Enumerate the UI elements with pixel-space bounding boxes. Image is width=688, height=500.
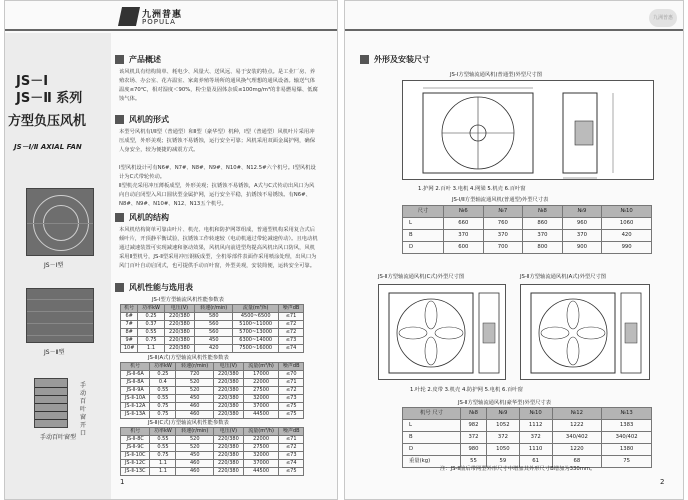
table-cell: 460: [176, 403, 214, 411]
table-cell: 1380: [602, 444, 652, 456]
table-cell: 4500~6500: [233, 313, 279, 321]
table-cell: 重量(kg): [403, 456, 461, 468]
table-row: [121, 460, 304, 468]
table-cell: 220/380: [164, 337, 194, 345]
dim-table-deluxe: [402, 407, 652, 468]
table-cell: 520: [176, 444, 214, 452]
table-cell: 0.4: [150, 379, 176, 387]
dimension-note: 注：JS-Ⅱ前后带网型外形尺寸中增加其外形尺寸B增加为330mm。: [440, 466, 596, 472]
table-cell: 370: [523, 230, 563, 242]
table-row: [121, 371, 304, 379]
table-cell: 660: [444, 218, 484, 230]
table-header-cell: 机号 尺寸: [403, 408, 461, 420]
table-cell: 220/380: [214, 460, 244, 468]
table-row: [403, 444, 652, 456]
table-cell: 1.1: [138, 345, 165, 353]
table-cell: 27500: [243, 444, 279, 452]
table-cell: 220/380: [164, 345, 194, 353]
table-cell: 44500: [243, 411, 279, 419]
perf-table3-caption: JS-Ⅱ(C式)方型轴流风机性能参数表: [148, 420, 229, 426]
page-number-left: 1: [120, 478, 125, 486]
perf-table2-caption: JS-Ⅱ(A式)方型轴流风机性能参数表: [148, 355, 229, 361]
table-cell: 0.25: [138, 313, 165, 321]
table-cell: D: [403, 444, 461, 456]
table-cell: 1220: [552, 444, 602, 456]
table-cell: 460: [176, 468, 214, 476]
table-row: [121, 436, 304, 444]
forms-text-2: Ⅰ型风机设计可有N6#、N7#、N8#、N9#、N10#、N12.5#六个机号。Ⅰ型风机设计为C式带轮传动。: [119, 165, 316, 180]
table-cell: ≤75: [279, 411, 304, 419]
product-title-line3: 方型负压风机: [8, 114, 87, 129]
table-cell: ≤71: [279, 436, 304, 444]
table-cell: 61: [519, 456, 552, 468]
drawing2b-caption: JS-Ⅱ方型轴流通风机(A式)外型尺寸图: [520, 274, 607, 280]
table-cell: 10#: [121, 345, 138, 353]
perf-table-js2a: [120, 362, 304, 419]
table-cell: 37000: [243, 403, 279, 411]
table-cell: 370: [483, 230, 523, 242]
table-row: [121, 345, 304, 353]
section-overview-title: 产品概述: [115, 54, 161, 65]
drawing1-legend: 1.护网 2.百叶 3.电机 4.网梁 5.机壳 6.百叶窗: [418, 186, 526, 192]
table-cell: 700: [483, 242, 523, 254]
th-model: 机号: [121, 305, 138, 313]
table-cell: 600: [444, 242, 484, 254]
table-cell: 450: [176, 452, 214, 460]
table-cell: 0.37: [138, 321, 165, 329]
table-cell: 980: [460, 444, 486, 456]
table-cell: ≤74: [279, 460, 304, 468]
table-cell: ≤75: [279, 403, 304, 411]
table-cell: 0.25: [150, 371, 176, 379]
table-row: [121, 468, 304, 476]
table-cell: 7#: [121, 321, 138, 329]
drawing1-caption: JS-Ⅰ方型轴流通风机(普通型)外型尺寸图: [450, 72, 542, 78]
drawing-js2a-dimensions: [520, 284, 650, 380]
table-header-cell: 电压(V): [213, 363, 243, 371]
table-cell: JS-Ⅱ-13A: [121, 411, 150, 419]
table-cell: ≤71: [279, 379, 304, 387]
table-header-cell: №12: [552, 408, 602, 420]
table-cell: 68: [552, 456, 602, 468]
th-flow: 流量(m³/h): [233, 305, 279, 313]
brand-name-cn: 九洲普惠: [142, 10, 183, 20]
table-cell: 420: [602, 230, 652, 242]
table-cell: 220/380: [164, 321, 194, 329]
page-number-right: 2: [660, 478, 665, 486]
table-cell: 720: [176, 371, 214, 379]
table-cell: 6300~14000: [233, 337, 279, 345]
table-cell: 0.55: [150, 395, 176, 403]
table-cell: 1050: [487, 444, 520, 456]
section-perf-title: 风机性能与选用表: [115, 282, 193, 293]
table-header-cell: 功率kW: [150, 428, 176, 436]
table-row: [121, 313, 304, 321]
photo-caption-js2: JS－Ⅱ型: [44, 349, 65, 356]
perf-table-js2c: [120, 427, 304, 476]
dim-table-standard: [402, 205, 652, 254]
table-cell: 990: [602, 242, 652, 254]
table-cell: 220/380: [214, 452, 244, 460]
section-structure-title: 风机的结构: [115, 212, 169, 223]
drawing-js1-svg: [403, 81, 654, 180]
table-cell: 44500: [243, 468, 279, 476]
table-row: [403, 218, 652, 230]
table-cell: B: [403, 230, 444, 242]
table-header-cell: №8: [460, 408, 486, 420]
table-cell: 220/380: [164, 313, 194, 321]
overview-text: 该风机具有结构简单、耗电少、风量大、送风远、易于安装的特点。是工业厂房、养殖农场、办公室、花卉温室、家禽养殖等场所的通风换气理想的通风设备。输送气体温度≤70℃，相对湿度＜90%，粉尘量及固体杂质≤100mg/m³的非易燃易爆、低腐蚀气体。: [119, 69, 318, 102]
table-header-cell: №10: [519, 408, 552, 420]
table-cell: ≤73: [279, 337, 304, 345]
table-cell: 0.55: [138, 329, 165, 337]
page-header-right: [345, 1, 683, 31]
table-cell: ≤70: [279, 371, 304, 379]
table-cell: 220/380: [214, 436, 244, 444]
drawing2a-caption: JS-Ⅱ方型轴流通风机(C式)外型尺寸图: [378, 274, 465, 280]
table-cell: JS-Ⅱ-13C: [121, 468, 150, 476]
table-row: [403, 230, 652, 242]
table-cell: 372: [487, 432, 520, 444]
table-cell: 1110: [519, 444, 552, 456]
table-cell: JS-Ⅱ-8C: [121, 436, 150, 444]
product-title-line2: JS－Ⅱ 系列: [16, 91, 83, 106]
table-cell: 0.75: [150, 452, 176, 460]
product-title-line1: JS－Ⅰ: [16, 74, 49, 89]
th-noise: 噪声dB: [279, 305, 304, 313]
table-cell: 900: [562, 242, 602, 254]
table-cell: ≤71: [279, 313, 304, 321]
table-header-cell: 转速(r/min): [176, 428, 214, 436]
table-row: [121, 387, 304, 395]
product-title-en: JS－Ⅰ/Ⅱ AXIAL FAN: [14, 143, 82, 151]
table-cell: 450: [195, 337, 233, 345]
table-cell: 460: [176, 460, 214, 468]
table-cell: 420: [195, 345, 233, 353]
table-header-cell: №13: [602, 408, 652, 420]
table-cell: 520: [176, 379, 214, 387]
table-cell: 1112: [519, 420, 552, 432]
table-row: [403, 432, 652, 444]
drawing-js2c-dimensions: [378, 284, 506, 380]
table-cell: 372: [519, 432, 552, 444]
table-cell: 0.75: [150, 411, 176, 419]
perf-table1-caption: JS-Ⅰ型方型轴流风机性能参数表: [152, 297, 224, 303]
table-row: [121, 337, 304, 345]
brand-name-en: POPULA: [142, 18, 176, 26]
forms-text: 本型号风机有Ⅰ/Ⅱ型（普通型）和Ⅱ型（豪华型）机种，Ⅰ型（普通型）风机叶片采用冲压成型，外形美观；抗锈蚀不易锈蚀，运行安全可靠；风机采用双面金属护网，确保人身安全，较为便捷的减震方式。: [119, 129, 315, 153]
photo-caption-js1: JS－Ⅰ型: [44, 262, 64, 269]
table-cell: 220/380: [213, 379, 243, 387]
table-cell: 6#: [121, 313, 138, 321]
table-cell: 450: [176, 395, 214, 403]
table-cell: 220/380: [213, 371, 243, 379]
structure-text: 本风机结构简单可靠由叶片、机壳、电机和防护网罩组成，普通型机构采用复合式后倾叶片，开顶静平衡试验，抗锈蚀工作转速较（电动机通过带轮减速传动）。且电动机通过减速装置可实现减速和驱动效果，风机风向前进型均提高风机出风口防风，风机采用Ⅱ型机号，JS-Ⅱ型采用冲压钢板成型，全机零部件表面作采用喷涂处理，出风口为风门百叶自动启闭式，也可提供手动百叶窗，外型美观，安装简便，运转安全可靠。: [119, 227, 318, 269]
table-cell: JS-Ⅱ-6A: [121, 371, 150, 379]
table-cell: JS-Ⅱ-12C: [121, 460, 150, 468]
table-cell: 0.75: [150, 403, 176, 411]
table-row: [121, 395, 304, 403]
table-cell: 0.55: [150, 387, 176, 395]
table-cell: L: [403, 420, 461, 432]
table-cell: JS-Ⅱ-8A: [121, 379, 150, 387]
table-cell: 220/380: [213, 403, 243, 411]
shutter-side-label: 手动百叶窗开口: [80, 382, 87, 437]
table-cell: 0.55: [150, 436, 176, 444]
table-cell: 22000: [243, 436, 279, 444]
brand-logo: [120, 6, 198, 28]
th-voltage: 电压(V): [164, 305, 194, 313]
forms-text-3: Ⅱ型机壳采用冲压薄板成型，外形美观；抗锈蚀不易锈蚀，A式与C式传动出风口为风向自动启闭型入风口圆状型金属护网，运行安全平稳，抗锈蚀不易锈蚀。有N6#、N8#、N9#、N10#、N12、N13五个机号。: [119, 183, 315, 207]
perf-table-js1: [120, 304, 304, 353]
fan-photo-js2: [26, 288, 94, 343]
table-header-cell: 噪声dB: [279, 363, 304, 371]
drawing-js2c-svg: [379, 285, 506, 380]
page-header: [5, 1, 337, 31]
table-cell: JS-Ⅱ-12A: [121, 403, 150, 411]
table-header-cell: 机号: [121, 363, 150, 371]
table-cell: ≤73: [279, 395, 304, 403]
table-row: [121, 452, 304, 460]
table-cell: 1.1: [150, 468, 176, 476]
table-cell: 220/380: [214, 468, 244, 476]
table-cell: 340/402: [552, 432, 602, 444]
table-cell: 1222: [552, 420, 602, 432]
table-cell: 1052: [487, 420, 520, 432]
table-header-cell: №7: [483, 206, 523, 218]
table-header-cell: №6: [444, 206, 484, 218]
table-cell: 860: [523, 218, 563, 230]
table-cell: 0.55: [150, 444, 176, 452]
dim-table1-caption: JS-Ⅰ/Ⅱ方型轴流通风机(普通型)外型尺寸表: [452, 197, 549, 203]
table-row: [403, 242, 652, 254]
table-cell: 982: [460, 420, 486, 432]
table-cell: 370: [562, 230, 602, 242]
table-cell: ≤72: [279, 387, 304, 395]
table-cell: 8#: [121, 329, 138, 337]
table-cell: 5100~11000: [233, 321, 279, 329]
table-header-cell: 转速(r/min): [176, 363, 214, 371]
table-cell: B: [403, 432, 461, 444]
table-cell: 220/380: [164, 329, 194, 337]
table-cell: 372: [460, 432, 486, 444]
table-cell: JS-Ⅱ-10C: [121, 452, 150, 460]
dim-table2-caption: JS-Ⅱ方型轴流通风机(豪华型)外型尺寸表: [458, 400, 552, 406]
photo-caption-shutter: 手动百叶窗型: [40, 434, 77, 441]
table-row: [403, 420, 652, 432]
table-header-cell: 机号: [121, 428, 150, 436]
table-cell: 27500: [243, 387, 279, 395]
brand-stamp: 九洲普惠: [649, 9, 677, 27]
table-cell: 32000: [243, 452, 279, 460]
table-cell: 460: [176, 411, 214, 419]
table-cell: 32000: [243, 395, 279, 403]
table-row: [121, 379, 304, 387]
table-cell: 580: [195, 313, 233, 321]
th-speed: 转速(r/min): [195, 305, 233, 313]
drawing-js2a-svg: [521, 285, 650, 380]
table-cell: ≤75: [279, 468, 304, 476]
table-cell: 5700~13000: [233, 329, 279, 337]
fan-photo-shutter: [34, 378, 68, 428]
table-cell: 520: [176, 387, 214, 395]
table-cell: 370: [444, 230, 484, 242]
table-row: [121, 329, 304, 337]
table-cell: 37000: [243, 460, 279, 468]
table-cell: 960: [562, 218, 602, 230]
table-cell: 560: [195, 321, 233, 329]
th-power: 功率kW: [138, 305, 165, 313]
table-header-cell: 功率kW: [150, 363, 176, 371]
table-cell: D: [403, 242, 444, 254]
table-cell: 800: [523, 242, 563, 254]
table-cell: 0.75: [138, 337, 165, 345]
table-cell: 75: [602, 456, 652, 468]
table-cell: 1060: [602, 218, 652, 230]
table-header-cell: 流量(m³/h): [243, 363, 279, 371]
drawing-js1-dimensions: [402, 80, 654, 180]
table-cell: ≤72: [279, 329, 304, 337]
table-cell: 220/380: [214, 444, 244, 452]
section-dimensions-title: 外形及安装尺寸: [360, 54, 430, 65]
table-cell: 1.1: [150, 460, 176, 468]
table-cell: 760: [483, 218, 523, 230]
table-header-cell: №9: [487, 408, 520, 420]
table-header-cell: №8: [523, 206, 563, 218]
brand-mark-icon: [118, 7, 140, 26]
table-row: [121, 321, 304, 329]
table-cell: ≤72: [279, 444, 304, 452]
table-cell: 22000: [243, 379, 279, 387]
section-forms-title: 风机的形式: [115, 114, 169, 125]
table-cell: 59: [487, 456, 520, 468]
drawing2-legend: 1.叶轮 2.皮带 3.机壳 4.防护网 5.电机 6.百叶窗: [410, 387, 523, 393]
table-cell: ≤73: [279, 452, 304, 460]
table-cell: 220/380: [213, 395, 243, 403]
table-row: [121, 444, 304, 452]
table-cell: 340/402: [602, 432, 652, 444]
table-header-cell: 流量(m³/h): [243, 428, 279, 436]
table-cell: 7500~16000: [233, 345, 279, 353]
table-header-cell: 电压(V): [214, 428, 244, 436]
table-cell: L: [403, 218, 444, 230]
table-cell: 560: [195, 329, 233, 337]
table-cell: 220/380: [213, 387, 243, 395]
table-header-cell: 噪声dB: [279, 428, 304, 436]
table-header-cell: №9: [562, 206, 602, 218]
table-cell: 1383: [602, 420, 652, 432]
table-header-cell: №10: [602, 206, 652, 218]
table-cell: ≤74: [279, 345, 304, 353]
table-cell: JS-Ⅱ-10A: [121, 395, 150, 403]
table-cell: 9#: [121, 337, 138, 345]
table-header-cell: 尺寸: [403, 206, 444, 218]
table-cell: JS-Ⅱ-9C: [121, 444, 150, 452]
table-cell: 55: [460, 456, 486, 468]
table-row: [121, 403, 304, 411]
table-cell: 520: [176, 436, 214, 444]
fan-photo-js1: [26, 188, 94, 256]
table-cell: 17000: [243, 371, 279, 379]
table-cell: ≤72: [279, 321, 304, 329]
table-cell: 220/380: [213, 411, 243, 419]
table-cell: JS-Ⅱ-9A: [121, 387, 150, 395]
